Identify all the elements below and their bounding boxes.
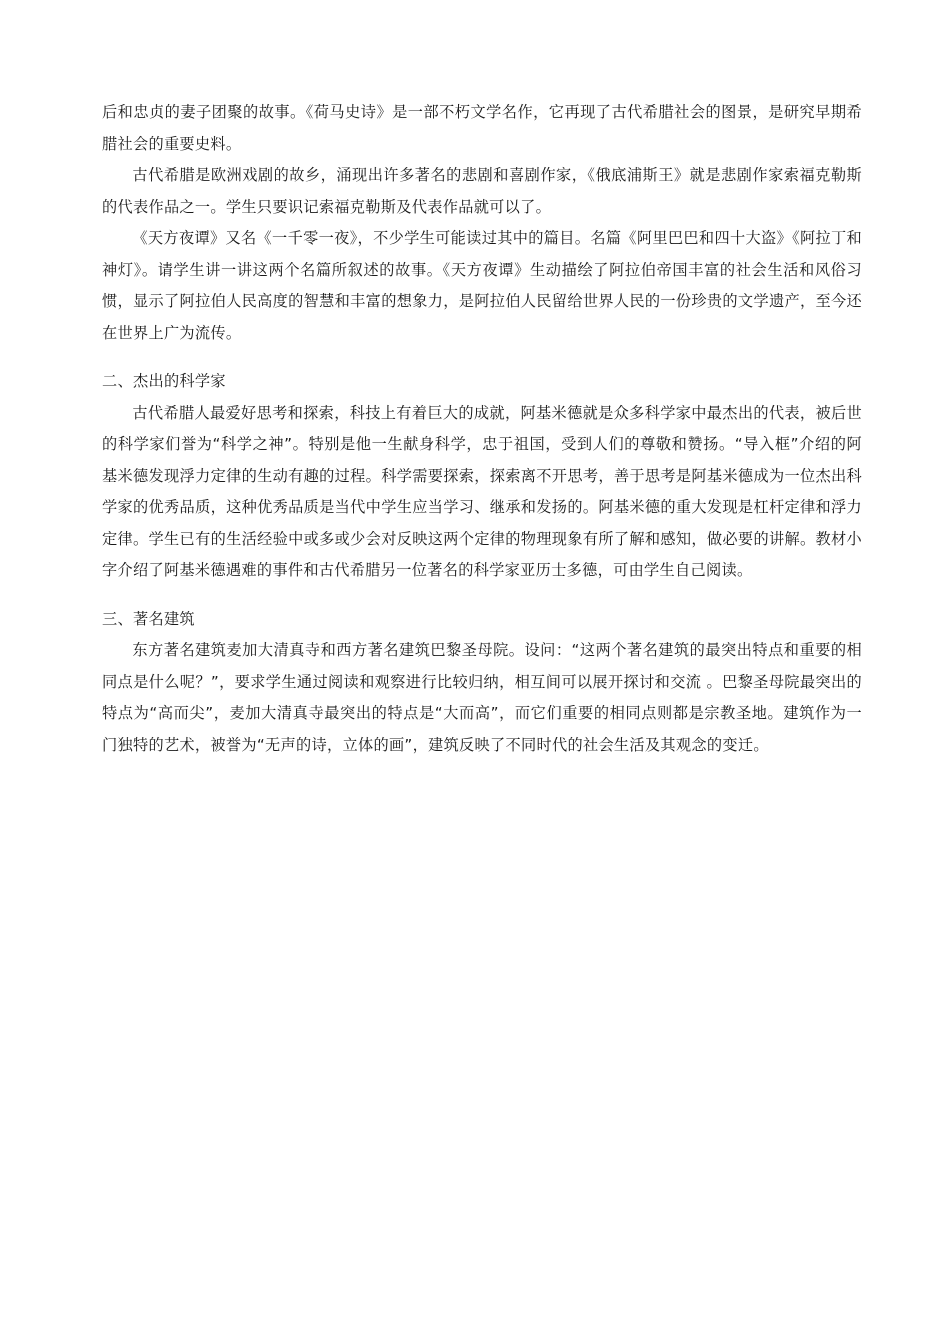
paragraph-archimedes: 古代希腊人最爱好思考和探索，科技上有着巨大的成就，阿基米德就是众多科学家中最杰出的代表，被后世的科学家们誉为“科学之神”。特别是他一生献身科学，忠于祖国，受到人们的尊敬和赞扬。“导入框”介绍的阿基米德发现浮力定律的生动有趣的过程。科学需要探索，探索离不开思考，善于思考是阿基米德成为一位杰出科学家的优秀品质，这种优秀品质是当代中学生应当学习、继承和发扬的。阿基米德的重大发现是杠杆定律和浮力定律。学生已有的生活经验中或多或少会对反映这两个定律的物理现象有所了解和感知，做必要的讲解。教材小字介绍了阿基米德遇难的事件和古代希腊另一位著名的科学家亚历士多德，可由学生自己阅读。: [102, 403, 862, 579]
paragraph-arabian-nights: 《天方夜谭》又名《一千零一夜》，不少学生可能读过其中的篇目。名篇《阿里巴巴和四十大盗》《阿拉丁和神灯》。请学生讲一讲这两个名篇所叙述的故事。《天方夜谭》生动描绘了阿拉伯帝国丰富的社会生活和风俗习惯，显示了阿拉伯人民高度的智慧和丰富的想象力，是阿拉伯人民留给世界人民的一份珍贵的文学遗产，至今还在世界上广为流传。: [102, 229, 862, 342]
section-heading-scientists: 二、杰出的科学家: [102, 372, 226, 390]
paragraph-architecture: 东方著名建筑麦加大清真寺和西方著名建筑巴黎圣母院。设问：“这两个著名建筑的最突出特点和重要的相同点是什么呢？”，要求学生通过阅读和观察进行比较归纳，相互间可以展开探讨和交流 。巴黎圣母院最突出的特点为“高而尖”，麦加大清真寺最突出的特点是“大而高”，而它们重要的相同点则都是宗教圣地。建筑作为一门独特的艺术，被誉为“无声的诗，立体的画”，建筑反映了不同时代的社会生活及其观念的变迁。: [102, 641, 862, 754]
paragraph-greek-drama: 古代希腊是欧洲戏剧的故乡，涌现出许多著名的悲剧和喜剧作家，《俄底浦斯王》就是悲剧作家索福克勒斯的代表作品之一。学生只要识记索福克勒斯及代表作品就可以了。: [102, 166, 862, 216]
document-body: [102, 97, 862, 761]
paragraph-homer-epic: 后和忠贞的妻子团聚的故事。《荷马史诗》是一部不朽文学名作，它再现了古代希腊社会的图景，是研究早期希腊社会的重要史料。: [102, 103, 862, 153]
section-heading-architecture: 三、著名建筑: [102, 609, 195, 628]
